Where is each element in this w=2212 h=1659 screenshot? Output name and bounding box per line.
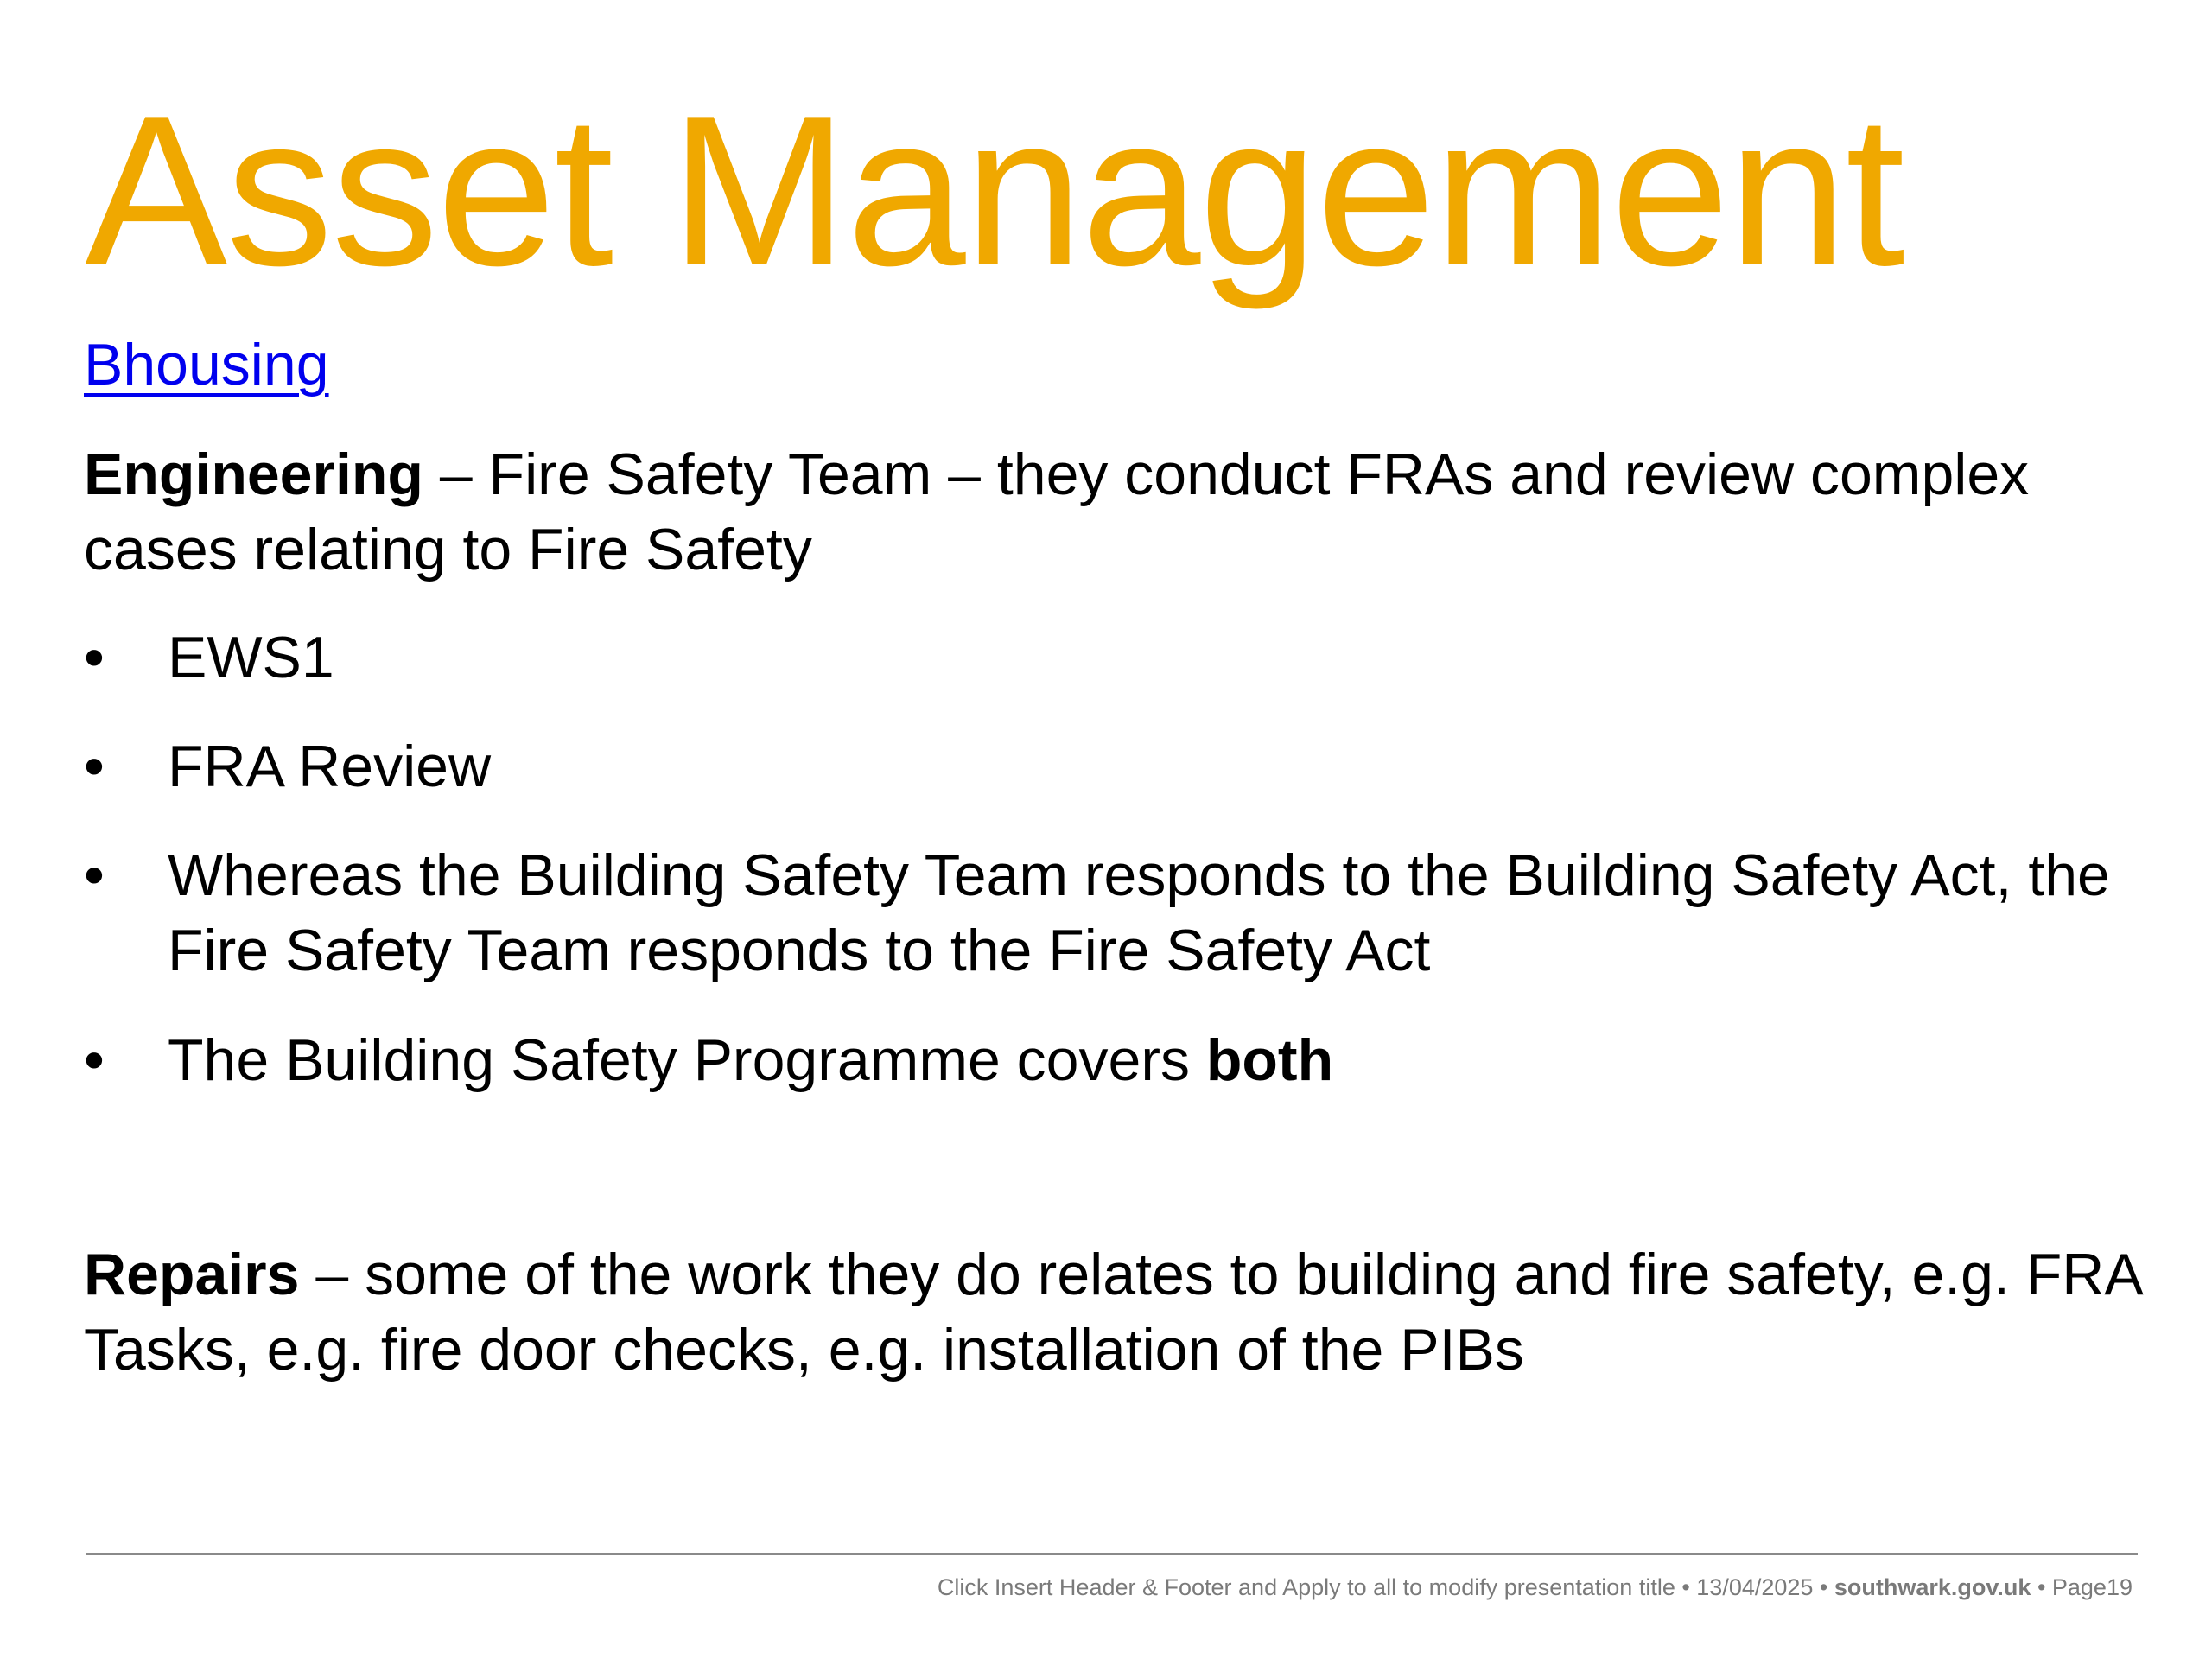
footer-prefix: Click Insert Header & Footer and Apply to all to modify presentation title • 13/04/2025 • (937, 1574, 1834, 1600)
bhousing-link[interactable]: Bhousing (84, 332, 329, 397)
bullet-text: EWS1 (168, 625, 334, 690)
bullet-text (168, 1023, 2146, 1098)
bullet-icon: • (84, 625, 105, 690)
bullet-icon: • (84, 734, 105, 799)
engineering-paragraph (84, 437, 2140, 588)
bullet-text: FRA Review (168, 734, 492, 799)
bullet-text-main: The Building Safety Programme covers (168, 1027, 1206, 1093)
bullet-icon: • (84, 1027, 105, 1093)
repairs-text: – some of the work they do relates to building and fire safety, e.g. FRA Tasks, e.g. fire door checks, e.g. installation of the PIBs (84, 1242, 2141, 1382)
bullet-text-bold: both (1205, 1027, 1334, 1093)
repairs-paragraph (84, 1237, 2140, 1388)
engineering-lead: Engineering (84, 442, 423, 507)
bullet-text: Whereas the Building Safety Team responds to the Building Safety Act, the Fire Safety Team responds to the Fire Safety Act (168, 842, 2110, 983)
footer-page-number: 19 (2106, 1574, 2133, 1600)
footer-page-label: • Page (2031, 1574, 2107, 1600)
bullet-icon: • (84, 842, 105, 908)
footer-divider (86, 1553, 2138, 1555)
engineering-text: – Fire Safety Team – they conduct FRAs and review complex cases relating to Fire Safety (84, 442, 2030, 582)
footer-site: southwark.gov.uk (1834, 1574, 2031, 1600)
footer (938, 1574, 2133, 1601)
slide-title: Asset Management (85, 70, 1904, 310)
repairs-lead: Repairs (84, 1242, 300, 1307)
